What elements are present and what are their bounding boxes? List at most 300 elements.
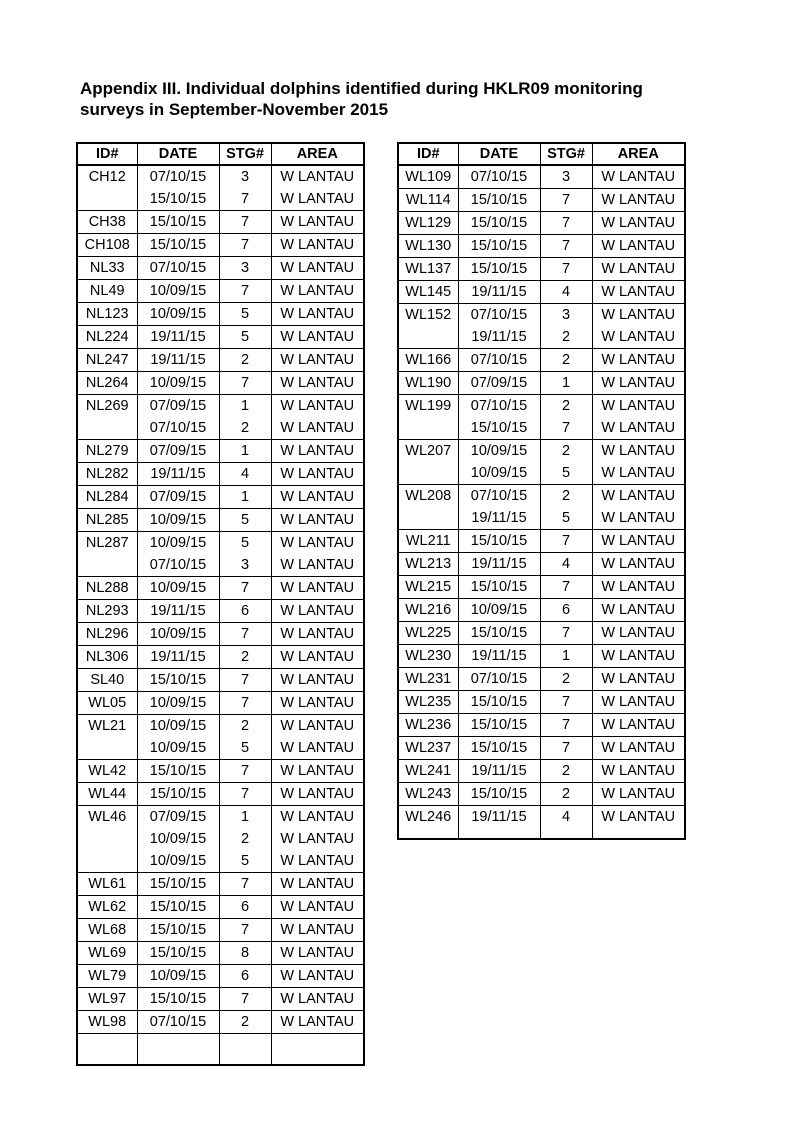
cell-id: WL225 <box>398 622 458 645</box>
cell-date: 19/11/15 <box>458 326 540 349</box>
cell-stg: 3 <box>219 554 271 577</box>
cell-area: W LANTAU <box>271 372 364 395</box>
cell-stg: 1 <box>219 486 271 509</box>
header-row <box>398 143 685 165</box>
cell-stg: 2 <box>540 485 592 508</box>
cell-id: WL05 <box>77 692 137 715</box>
cell-id: WL129 <box>398 212 458 235</box>
cell-area: W LANTAU <box>271 965 364 988</box>
cell-stg: 1 <box>219 806 271 829</box>
cell-date: 15/10/15 <box>458 691 540 714</box>
cell-stg: 2 <box>219 715 271 738</box>
table-row <box>77 532 364 555</box>
cell-date: 10/09/15 <box>137 623 219 646</box>
table-row <box>77 440 364 463</box>
cell-date: 19/11/15 <box>137 349 219 372</box>
cell-stg: 2 <box>540 668 592 691</box>
cell-date: 19/11/15 <box>458 553 540 576</box>
cell-id: WL243 <box>398 783 458 806</box>
cell-stg: 8 <box>219 942 271 965</box>
cell-stg: 1 <box>219 395 271 418</box>
cell-stg: 7 <box>219 873 271 896</box>
cell-date: 07/09/15 <box>137 806 219 829</box>
cell-date: 10/09/15 <box>137 692 219 715</box>
table-row <box>77 463 364 486</box>
cell-date: 10/09/15 <box>458 462 540 485</box>
title-line-1: Appendix III. Individual dolphins identified during HKLR09 monitoring <box>80 79 643 98</box>
table-row <box>398 576 685 599</box>
cell-stg: 2 <box>540 349 592 372</box>
table-row <box>77 850 364 873</box>
table-row <box>77 211 364 234</box>
cell-area: W LANTAU <box>271 417 364 440</box>
dolphin-table-right <box>397 142 686 840</box>
table-row <box>398 806 685 829</box>
cell-date: 15/10/15 <box>137 896 219 919</box>
cell-area: W LANTAU <box>271 600 364 623</box>
cell-id: WL114 <box>398 189 458 212</box>
table-row <box>398 165 685 189</box>
cell-id: WL97 <box>77 988 137 1011</box>
empty-cell <box>219 1034 271 1066</box>
cell-stg: 7 <box>219 234 271 257</box>
cell-stg: 3 <box>540 165 592 189</box>
cell-id: WL241 <box>398 760 458 783</box>
cell-area: W LANTAU <box>271 188 364 211</box>
cell-stg: 5 <box>540 462 592 485</box>
cell-area: W LANTAU <box>271 234 364 257</box>
cell-area: W LANTAU <box>271 919 364 942</box>
table-row <box>398 258 685 281</box>
table-row <box>398 553 685 576</box>
cell-area: W LANTAU <box>592 714 685 737</box>
cell-stg: 2 <box>219 828 271 850</box>
cell-date: 07/10/15 <box>137 257 219 280</box>
cell-area: W LANTAU <box>271 828 364 850</box>
cell-date: 15/10/15 <box>137 760 219 783</box>
cell-date: 19/11/15 <box>137 463 219 486</box>
cell-area: W LANTAU <box>271 349 364 372</box>
empty-cell <box>77 1034 137 1066</box>
cell-id: WL21 <box>77 715 137 738</box>
cell-id: NL306 <box>77 646 137 669</box>
table-row <box>398 485 685 508</box>
cell-date: 10/09/15 <box>137 509 219 532</box>
cell-stg: 2 <box>540 783 592 806</box>
cell-id <box>77 417 137 440</box>
cell-id: CH38 <box>77 211 137 234</box>
cell-area: W LANTAU <box>271 463 364 486</box>
cell-date: 07/10/15 <box>458 395 540 418</box>
cell-stg: 2 <box>219 1011 271 1034</box>
col-header-id: ID# <box>77 143 137 165</box>
cell-id: NL293 <box>77 600 137 623</box>
cell-date: 15/10/15 <box>458 235 540 258</box>
cell-stg: 5 <box>219 509 271 532</box>
cell-id: WL130 <box>398 235 458 258</box>
cell-id: WL190 <box>398 372 458 395</box>
table-row <box>77 188 364 211</box>
cell-stg: 5 <box>219 532 271 555</box>
cell-stg: 7 <box>219 372 271 395</box>
cell-area: W LANTAU <box>592 645 685 668</box>
table-row <box>398 395 685 418</box>
empty-cell <box>271 1034 364 1066</box>
cell-date: 10/09/15 <box>137 532 219 555</box>
cell-stg: 7 <box>219 280 271 303</box>
cell-date: 10/09/15 <box>458 599 540 622</box>
cell-id: WL207 <box>398 440 458 463</box>
cell-date: 10/09/15 <box>137 280 219 303</box>
cell-stg: 4 <box>540 553 592 576</box>
cell-id: WL69 <box>77 942 137 965</box>
cell-date: 07/10/15 <box>137 554 219 577</box>
cell-date: 15/10/15 <box>458 189 540 212</box>
cell-date: 15/10/15 <box>458 530 540 553</box>
cell-id: CH12 <box>77 165 137 188</box>
cell-date: 10/09/15 <box>137 715 219 738</box>
cell-area: W LANTAU <box>592 760 685 783</box>
cell-area: W LANTAU <box>592 530 685 553</box>
cell-id <box>77 188 137 211</box>
header-row <box>77 143 364 165</box>
cell-area: W LANTAU <box>592 417 685 440</box>
table-row <box>398 281 685 304</box>
table-row <box>77 1011 364 1034</box>
table-row <box>398 462 685 485</box>
cell-id: WL68 <box>77 919 137 942</box>
cell-id: WL61 <box>77 873 137 896</box>
cell-area: W LANTAU <box>592 462 685 485</box>
cell-id: WL79 <box>77 965 137 988</box>
cell-date: 07/10/15 <box>458 485 540 508</box>
cell-stg: 7 <box>540 622 592 645</box>
table-row <box>77 577 364 600</box>
col-header-area: AREA <box>592 143 685 165</box>
cell-stg: 3 <box>219 257 271 280</box>
cell-area: W LANTAU <box>271 669 364 692</box>
table-row <box>77 828 364 850</box>
cell-id: WL62 <box>77 896 137 919</box>
cell-id <box>77 850 137 873</box>
cell-date: 15/10/15 <box>137 211 219 234</box>
cell-date: 07/10/15 <box>458 165 540 189</box>
table-row <box>398 189 685 212</box>
table-row <box>77 896 364 919</box>
cell-stg: 7 <box>219 211 271 234</box>
cell-date: 15/10/15 <box>458 258 540 281</box>
cell-area: W LANTAU <box>592 212 685 235</box>
cell-id: NL282 <box>77 463 137 486</box>
table-row <box>398 440 685 463</box>
cell-area: W LANTAU <box>271 211 364 234</box>
cell-id: NL296 <box>77 623 137 646</box>
empty-cell <box>592 828 685 839</box>
cell-id: NL287 <box>77 532 137 555</box>
cell-id: WL246 <box>398 806 458 829</box>
cell-date: 10/09/15 <box>137 577 219 600</box>
table-row <box>77 737 364 760</box>
table-row <box>77 669 364 692</box>
cell-stg: 7 <box>219 623 271 646</box>
cell-date: 15/10/15 <box>458 714 540 737</box>
cell-stg: 2 <box>540 395 592 418</box>
table-body-left <box>77 165 364 1065</box>
cell-date: 19/11/15 <box>458 645 540 668</box>
cell-id: NL49 <box>77 280 137 303</box>
table-row <box>77 873 364 896</box>
col-header-date: DATE <box>458 143 540 165</box>
cell-stg: 7 <box>540 189 592 212</box>
table-row <box>398 668 685 691</box>
cell-stg: 7 <box>540 576 592 599</box>
cell-id: NL224 <box>77 326 137 349</box>
cell-stg: 7 <box>540 212 592 235</box>
cell-id <box>77 828 137 850</box>
cell-area: W LANTAU <box>271 850 364 873</box>
cell-date: 07/09/15 <box>137 440 219 463</box>
cell-date: 10/09/15 <box>137 737 219 760</box>
cell-id: WL137 <box>398 258 458 281</box>
table-row <box>77 372 364 395</box>
table-row <box>77 988 364 1011</box>
cell-id: WL166 <box>398 349 458 372</box>
cell-date: 07/10/15 <box>458 304 540 327</box>
cell-stg: 5 <box>219 850 271 873</box>
table-row <box>398 349 685 372</box>
table-row <box>398 372 685 395</box>
cell-stg: 1 <box>540 645 592 668</box>
cell-id: WL109 <box>398 165 458 189</box>
cell-stg: 2 <box>219 417 271 440</box>
cell-date: 15/10/15 <box>137 783 219 806</box>
cell-date: 07/09/15 <box>137 395 219 418</box>
table-row <box>77 554 364 577</box>
table-row <box>398 326 685 349</box>
cell-area: W LANTAU <box>271 737 364 760</box>
cell-id: SL40 <box>77 669 137 692</box>
cell-area: W LANTAU <box>271 715 364 738</box>
cell-area: W LANTAU <box>271 395 364 418</box>
cell-stg: 7 <box>219 760 271 783</box>
cell-stg: 7 <box>540 691 592 714</box>
table-row <box>398 714 685 737</box>
cell-area: W LANTAU <box>592 485 685 508</box>
cell-date: 15/10/15 <box>137 188 219 211</box>
cell-area: W LANTAU <box>271 623 364 646</box>
cell-stg: 4 <box>540 281 592 304</box>
col-header-area: AREA <box>271 143 364 165</box>
cell-area: W LANTAU <box>592 349 685 372</box>
cell-id: WL98 <box>77 1011 137 1034</box>
table-row <box>77 234 364 257</box>
cell-id: WL235 <box>398 691 458 714</box>
cell-stg: 6 <box>219 896 271 919</box>
cell-area: W LANTAU <box>592 783 685 806</box>
cell-area: W LANTAU <box>592 395 685 418</box>
cell-area: W LANTAU <box>271 532 364 555</box>
cell-date: 15/10/15 <box>137 942 219 965</box>
cell-area: W LANTAU <box>592 258 685 281</box>
cell-id: WL44 <box>77 783 137 806</box>
cell-area: W LANTAU <box>271 280 364 303</box>
cell-date: 10/09/15 <box>458 440 540 463</box>
cell-stg: 1 <box>540 372 592 395</box>
cell-date: 15/10/15 <box>458 622 540 645</box>
cell-stg: 7 <box>219 988 271 1011</box>
cell-date: 15/10/15 <box>137 919 219 942</box>
cell-id: NL279 <box>77 440 137 463</box>
cell-id: WL211 <box>398 530 458 553</box>
cell-stg: 4 <box>219 463 271 486</box>
cell-area: W LANTAU <box>592 622 685 645</box>
cell-date: 19/11/15 <box>458 806 540 829</box>
cell-area: W LANTAU <box>271 1011 364 1034</box>
cell-id: WL230 <box>398 645 458 668</box>
cell-stg: 7 <box>540 235 592 258</box>
cell-area: W LANTAU <box>592 281 685 304</box>
table-row <box>77 965 364 988</box>
cell-id: WL46 <box>77 806 137 829</box>
cell-date: 15/10/15 <box>458 737 540 760</box>
cell-id: NL288 <box>77 577 137 600</box>
cell-id <box>398 462 458 485</box>
cell-date: 07/10/15 <box>137 1011 219 1034</box>
cell-stg: 2 <box>540 326 592 349</box>
empty-cell <box>137 1034 219 1066</box>
cell-date: 19/11/15 <box>137 326 219 349</box>
cell-stg: 5 <box>219 326 271 349</box>
cell-area: W LANTAU <box>271 760 364 783</box>
cell-stg: 7 <box>219 669 271 692</box>
cell-id: NL285 <box>77 509 137 532</box>
cell-id: WL213 <box>398 553 458 576</box>
cell-date: 10/09/15 <box>137 965 219 988</box>
table-row <box>77 280 364 303</box>
table-row <box>77 509 364 532</box>
cell-id: NL123 <box>77 303 137 326</box>
cell-area: W LANTAU <box>592 440 685 463</box>
col-header-id: ID# <box>398 143 458 165</box>
cell-date: 15/10/15 <box>137 234 219 257</box>
cell-area: W LANTAU <box>271 873 364 896</box>
cell-date: 15/10/15 <box>137 669 219 692</box>
cell-stg: 6 <box>219 965 271 988</box>
cell-id <box>398 507 458 530</box>
cell-area: W LANTAU <box>271 692 364 715</box>
dolphin-table-left <box>76 142 365 1066</box>
table-spacer-row <box>77 1034 364 1066</box>
table-row <box>398 530 685 553</box>
cell-id: NL269 <box>77 395 137 418</box>
cell-id: WL215 <box>398 576 458 599</box>
cell-date: 07/09/15 <box>137 486 219 509</box>
table-row <box>398 235 685 258</box>
cell-stg: 6 <box>219 600 271 623</box>
cell-id: WL152 <box>398 304 458 327</box>
cell-area: W LANTAU <box>592 189 685 212</box>
cell-date: 10/09/15 <box>137 303 219 326</box>
cell-date: 19/11/15 <box>458 760 540 783</box>
cell-id <box>77 554 137 577</box>
title-line-2: surveys in September-November 2015 <box>80 100 389 119</box>
cell-date: 15/10/15 <box>458 783 540 806</box>
cell-area: W LANTAU <box>271 486 364 509</box>
table-row <box>77 486 364 509</box>
cell-id: WL237 <box>398 737 458 760</box>
cell-area: W LANTAU <box>271 896 364 919</box>
empty-cell <box>540 828 592 839</box>
cell-area: W LANTAU <box>271 783 364 806</box>
cell-id <box>77 737 137 760</box>
cell-stg: 7 <box>540 737 592 760</box>
cell-stg: 7 <box>219 188 271 211</box>
empty-cell <box>398 828 458 839</box>
table-row <box>398 507 685 530</box>
cell-stg: 2 <box>219 646 271 669</box>
table-row <box>77 919 364 942</box>
cell-area: W LANTAU <box>271 257 364 280</box>
cell-date: 19/11/15 <box>458 281 540 304</box>
cell-id: CH108 <box>77 234 137 257</box>
cell-date: 10/09/15 <box>137 828 219 850</box>
table-row <box>398 760 685 783</box>
cell-stg: 3 <box>540 304 592 327</box>
cell-area: W LANTAU <box>271 577 364 600</box>
table-body-right <box>398 165 685 839</box>
cell-stg: 5 <box>219 737 271 760</box>
cell-stg: 7 <box>219 919 271 942</box>
cell-date: 15/10/15 <box>137 873 219 896</box>
table-row <box>398 691 685 714</box>
cell-area: W LANTAU <box>592 553 685 576</box>
cell-date: 10/09/15 <box>137 372 219 395</box>
cell-stg: 7 <box>219 577 271 600</box>
cell-stg: 5 <box>540 507 592 530</box>
table-row <box>77 942 364 965</box>
cell-date: 07/09/15 <box>458 372 540 395</box>
cell-area: W LANTAU <box>271 988 364 1011</box>
cell-area: W LANTAU <box>271 440 364 463</box>
empty-cell <box>458 828 540 839</box>
cell-id: WL145 <box>398 281 458 304</box>
cell-id <box>398 326 458 349</box>
table-spacer-row <box>398 828 685 839</box>
cell-area: W LANTAU <box>592 668 685 691</box>
cell-stg: 2 <box>540 440 592 463</box>
cell-date: 07/10/15 <box>458 349 540 372</box>
cell-stg: 7 <box>219 692 271 715</box>
cell-stg: 7 <box>219 783 271 806</box>
cell-area: W LANTAU <box>271 646 364 669</box>
cell-date: 07/10/15 <box>458 668 540 691</box>
table-row <box>77 806 364 829</box>
cell-stg: 7 <box>540 714 592 737</box>
table-row <box>398 645 685 668</box>
table-row <box>77 623 364 646</box>
cell-date: 19/11/15 <box>458 507 540 530</box>
table-row <box>77 257 364 280</box>
cell-stg: 4 <box>540 806 592 829</box>
cell-id <box>398 417 458 440</box>
table-row <box>77 715 364 738</box>
table-row <box>77 303 364 326</box>
cell-id: NL284 <box>77 486 137 509</box>
col-header-date: DATE <box>137 143 219 165</box>
cell-area: W LANTAU <box>271 165 364 188</box>
table-row <box>77 326 364 349</box>
cell-date: 07/10/15 <box>137 417 219 440</box>
